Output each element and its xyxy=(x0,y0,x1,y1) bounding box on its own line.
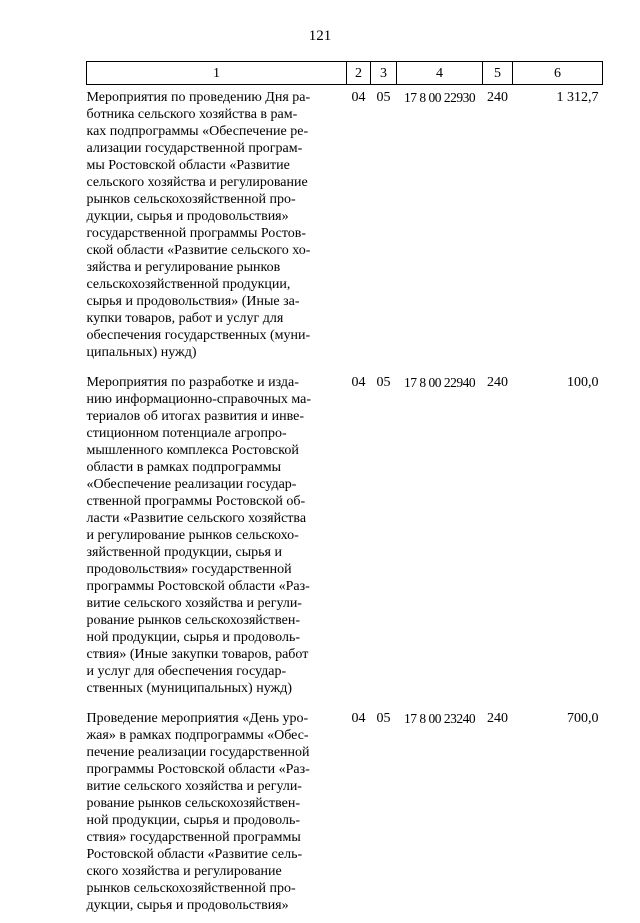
row-description: Мероприятия по проведению Дня ра- ботника сельского хозяйства в рам- ках подпрограммы «Обеспечение ре- ализации государственной програм- мы Ростовской области «Развитие сельского хозяйства и регулирование рынков сельскохозяйственной про- дукции, сырья и продовольствия» государственной программы Ростов- ской области «Развитие сельского хо- зяйства и регулирование рынков сельскохозяйственной продукции, сырья и продовольствия» (Иные за- купки товаров, работ и услуг для обеспечения государственных (муни- ципальных) нужд) xyxy=(86,90,311,360)
row-description: Мероприятия по разработке и изда- нию информационно-справочных ма- териалов об итогах развития и инве- стиционном потенциале агропро- мышленного комплекса Ростовской области в рамках подпрограммы «Обеспечение реализации государ- ственной программы Ростовской об- ласти «Развитие сельского хозяйства и регулирование рынков сельскохо- зяйственной продукции, сырья и продовольствия» государственной программы Ростовской области «Раз- витие сельского хозяйства и регули- рование рынков сельскохозяйствен- ной продукции, сырья и продоволь- ствия» (Иные закупки товаров, работ и услуг для обеспечения государ- ственных (муниципальных) нужд) xyxy=(86,375,312,696)
row-subsection: 05 xyxy=(376,711,391,726)
row-description: Проведение мероприятия «День уро- жая» в рамках подпрограммы «Обес- печение реализации государственной программы Ростовской области «Раз- витие сельского хозяйства и регули- рование рынков сельскохозяйствен- ной продукции, сырья и продоволь- ствия» государственной программы Ростовской области «Развитие сель- ского хозяйства и регулирование рынков сельскохозяйственной про- дукции, сырья и продовольствия» xyxy=(86,711,310,913)
page-number: 121 xyxy=(308,28,332,44)
row-expense-type: 240 xyxy=(487,90,508,105)
row-target-article: 17 8 00 23240 xyxy=(403,711,476,726)
row-target-article: 17 8 00 22940 xyxy=(403,375,476,390)
row-amount: 1 312,7 xyxy=(556,90,599,105)
table-row xyxy=(87,706,603,923)
row-section: 04 xyxy=(351,90,366,105)
column-header-section: 2 xyxy=(347,62,371,85)
row-amount: 700,0 xyxy=(567,711,599,726)
budget-table xyxy=(86,61,603,923)
row-amount: 100,0 xyxy=(567,375,599,390)
row-subsection: 05 xyxy=(376,90,391,105)
column-header-amount: 6 xyxy=(513,62,603,85)
row-subsection: 05 xyxy=(376,375,391,390)
column-header-expense-type: 5 xyxy=(483,62,513,85)
row-expense-type: 240 xyxy=(487,375,508,390)
column-header-subsection: 3 xyxy=(371,62,397,85)
row-target-article: 17 8 00 22930 xyxy=(403,90,476,105)
table-row xyxy=(87,85,603,371)
row-section: 04 xyxy=(351,711,366,726)
table-header-row xyxy=(87,62,603,85)
column-header-target-article: 4 xyxy=(397,62,483,85)
row-section: 04 xyxy=(351,375,366,390)
column-header-description: 1 xyxy=(87,62,347,85)
table-row xyxy=(87,370,603,706)
row-expense-type: 240 xyxy=(487,711,508,726)
